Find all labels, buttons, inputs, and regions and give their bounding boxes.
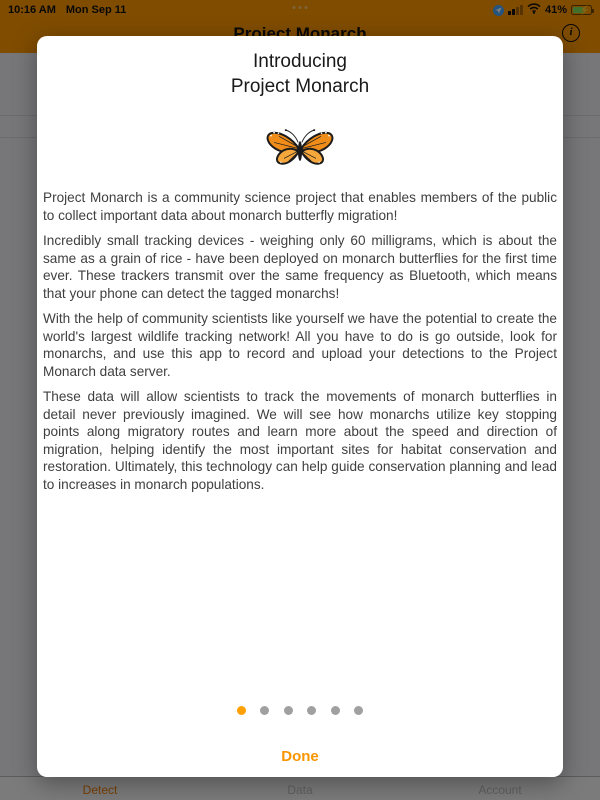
page-dot-5[interactable] xyxy=(331,706,340,715)
page-dot-2[interactable] xyxy=(260,706,269,715)
monarch-butterfly-image xyxy=(263,125,337,171)
paragraph-1: Project Monarch is a community science project that enables members of the public to collect important data about monarch butterfly migration! xyxy=(43,190,557,223)
modal-title-line1: Introducing xyxy=(252,51,347,72)
paragraph-4: These data will allow scientists to track the movements of monarch butterflies in detail never previously imagined. We will see how monarchs utilize key stopping points along migratory routes and learn more about the speed and direction of migration, helping identify the most important sites for habitat conservation and restoration. Ultimately, this technology can help guide conservation planning and lead to increases in monarch populations. xyxy=(43,389,557,492)
page-dot-4[interactable] xyxy=(307,706,316,715)
page-control xyxy=(37,706,563,715)
modal-body-text xyxy=(43,189,557,493)
done-button[interactable]: Done xyxy=(37,747,563,766)
page-dot-3[interactable] xyxy=(284,706,293,715)
page-dot-1[interactable] xyxy=(237,706,246,715)
page-dot-6[interactable] xyxy=(354,706,363,715)
intro-modal xyxy=(37,36,563,777)
modal-title xyxy=(37,49,563,99)
paragraph-2: Incredibly small tracking devices - weighing only 60 milligrams, which is about the same as a grain of rice - have been deployed on monarch butterflies for the first time ever. These trackers transmit over the same frequency as Bluetooth, which means that your phone can detect the tagged monarchs! xyxy=(43,233,557,301)
paragraph-3: With the help of community scientists like yourself we have the potential to create the world's largest wildlife tracking network! All you have to do is go outside, look for monarchs, and use this app to record and upload your detections to the Project Monarch data server. xyxy=(43,311,557,379)
modal-title-line2: Project Monarch xyxy=(230,76,370,97)
